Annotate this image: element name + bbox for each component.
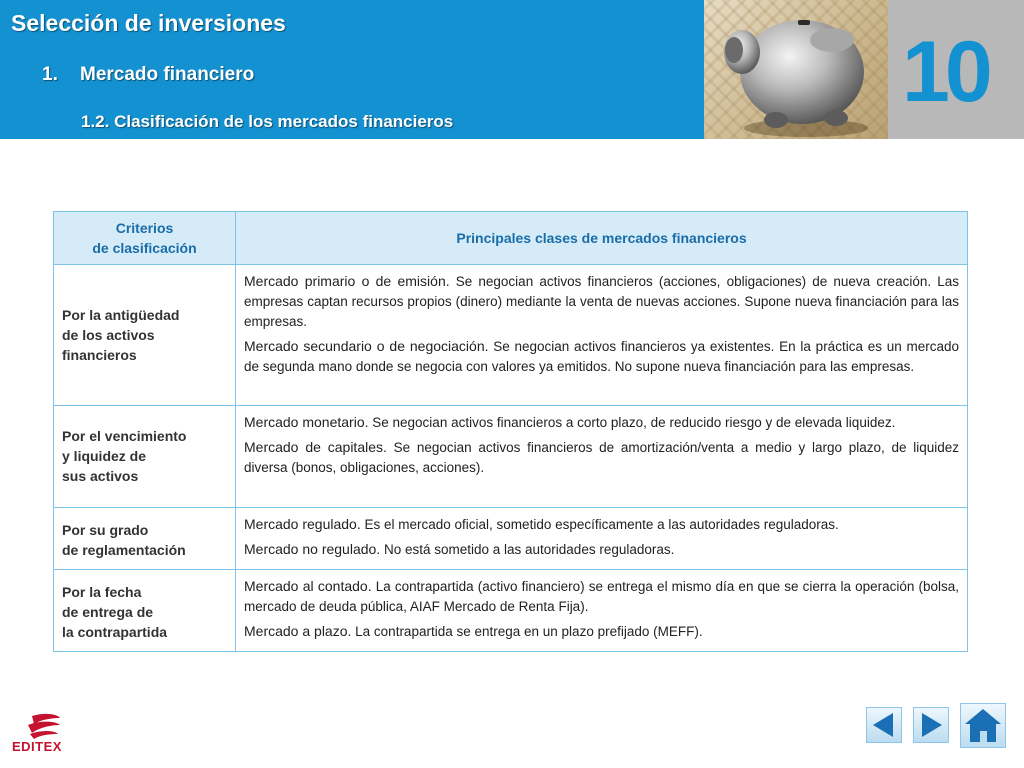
market-entry [244,437,959,478]
table-row [54,570,968,652]
criterion-cell: Por la antigüedad de los activos financieros [54,265,236,406]
market-term: Mercado al contado. [244,578,372,594]
market-term: Mercado secundario o de negociación. [244,338,489,354]
table-row [54,508,968,570]
arrow-left-icon [867,708,901,742]
home-button[interactable] [960,703,1006,748]
description-cell [236,508,968,570]
logo-text: EDITEX [12,739,62,754]
market-term: Mercado de capitales. [244,439,387,455]
market-text: La contrapartida (activo financiero) se entrega el mismo día en que se cierra la operación (bolsa, mercado de deuda pública, AIAF Mercado de Renta Fija). [244,579,960,614]
description-cell [236,570,968,652]
slide-title: Selección de inversiones [11,10,286,36]
header-classes: Principales clases de mercados financieros [236,212,968,265]
description-cell [236,265,968,406]
header-criteria: Criterios de clasificación [54,212,236,265]
market-entry [244,412,959,433]
market-entry [244,539,959,560]
market-text: Se negocian activos financieros ya existentes. En la práctica es un mercado de segunda mano donde se negocia con valores ya emitidos. No supone nueva financiación para las empresas. [244,339,959,374]
subsection-title: 1.2. Clasificación de los mercados financieros [81,112,454,131]
market-entry [244,271,959,332]
market-text: Se negocian activos financieros de amortización/venta a medio y largo plazo, de liquidez diversa (bonos, obligaciones, acciones). [244,440,960,475]
section-title-text: Mercado financiero [80,64,255,85]
criterion-cell: Por el vencimiento y liquidez de sus activos [54,406,236,508]
criterion-cell: Por su grado de reglamentación [54,508,236,570]
market-entry [244,514,959,535]
description-cell [236,406,968,508]
classification-table [53,211,968,652]
section-title [42,64,254,86]
market-term: Mercado no regulado. [244,541,381,557]
chapter-panel [888,0,1024,139]
home-icon [961,704,1005,747]
previous-slide-button[interactable] [866,707,902,743]
market-entry [244,336,959,377]
table-row [54,406,968,508]
market-term: Mercado primario o de emisión. [244,273,450,289]
arrow-right-icon [914,708,948,742]
market-term: Mercado a plazo. [244,623,352,639]
section-number: 1. [42,64,58,85]
market-entry [244,621,959,642]
market-text: Se negocian activos financieros a corto plazo, de reducido riesgo y de elevada liquidez. [368,415,896,430]
table-header-row [54,212,968,265]
chapter-number: 10 [902,24,988,120]
next-slide-button[interactable] [913,707,949,743]
piggy-bank-photo [704,0,888,139]
market-text: Es el mercado oficial, sometido específicamente a las autoridades reguladoras. [360,517,839,532]
market-term: Mercado monetario. [244,414,369,430]
market-entry [244,576,959,617]
piggy-bank-icon [704,0,888,139]
market-text: La contrapartida se entrega en un plazo prefijado (MEFF). [351,624,703,639]
criterion-cell: Por la fecha de entrega de la contrapartida [54,570,236,652]
table-row [54,265,968,406]
market-text: No está sometido a las autoridades reguladoras. [380,542,675,557]
market-term: Mercado regulado. [244,516,361,532]
market-text: Se negocian activos financieros (acciones, obligaciones) de nueva creación. Las empresas captan recursos propios (dinero) mediante la venta de nuevas acciones. Supone nueva financiación para las empresas. [244,274,959,329]
header-band [0,0,704,139]
